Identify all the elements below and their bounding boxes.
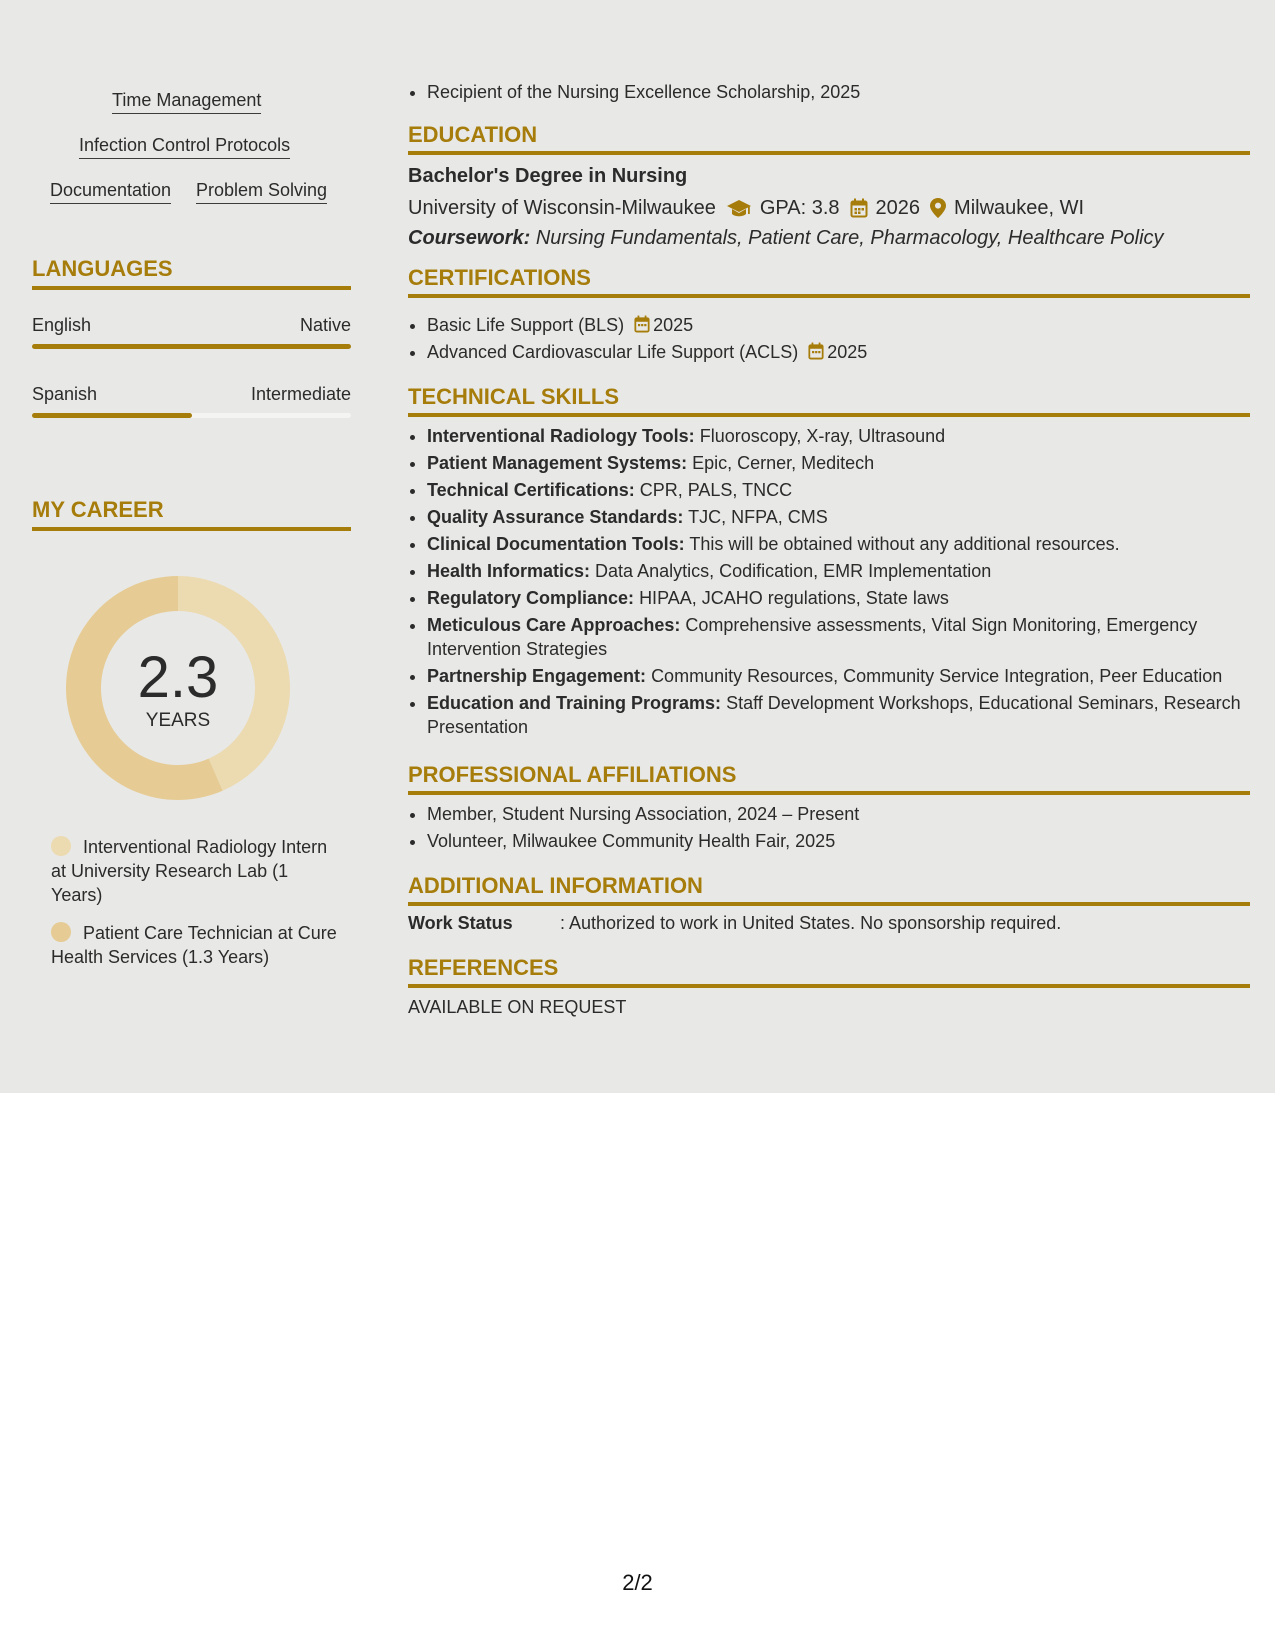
skill-label: Technical Certifications:: [427, 480, 635, 500]
skill-tag: Infection Control Protocols: [79, 134, 290, 159]
skill-label: Health Informatics:: [427, 561, 591, 581]
skill-label: Education and Training Programs:: [427, 693, 722, 713]
technical-skill-item: [427, 478, 1250, 502]
technical-skills-list: [408, 424, 1250, 742]
technical-skills-heading: TECHNICAL SKILLS: [408, 384, 1250, 417]
skill-value: CPR, PALS, TNCC: [639, 480, 793, 500]
skill-label: Regulatory Compliance:: [427, 588, 635, 608]
language-row: [32, 383, 351, 405]
career-legend-item: [51, 835, 341, 907]
skill-label: Interventional Radiology Tools:: [427, 426, 695, 446]
work-status-label: Work Status: [408, 913, 513, 933]
location-pin-icon: [930, 198, 946, 218]
coursework-label: Coursework:: [408, 227, 531, 249]
degree-title: Bachelor's Degree in Nursing: [408, 165, 688, 187]
technical-skill-item: [427, 691, 1250, 739]
career-total: 2.3: [137, 645, 219, 710]
technical-skill-item: [427, 451, 1250, 475]
additional-info-heading: ADDITIONAL INFORMATION: [408, 873, 1250, 906]
education-heading: EDUCATION: [408, 122, 1250, 155]
language-bar: [32, 413, 351, 418]
gpa: GPA: 3.8: [759, 197, 840, 219]
page-number: 2/2: [622, 1570, 653, 1595]
languages-heading: LANGUAGES: [32, 256, 351, 290]
skill-label: Meticulous Care Approaches:: [427, 615, 681, 635]
graduation-cap-icon: [726, 198, 752, 218]
career-legend-item: [51, 921, 341, 969]
certification-item: [427, 312, 1250, 339]
language-row: [32, 314, 351, 336]
skill-label: Patient Management Systems:: [427, 453, 688, 473]
awards-list: [408, 79, 1250, 106]
list-item: • Recipient of the Nursing Excellence Scholarship, 2025: [427, 79, 1250, 106]
certification-name: Advanced Cardiovascular Life Support (ACLS): [427, 342, 799, 362]
school-location: Milwaukee, WI: [954, 197, 1085, 219]
skill-label: Quality Assurance Standards:: [427, 507, 684, 527]
skill-value: HIPAA, JCAHO regulations, State laws: [639, 588, 949, 608]
references-heading: REFERENCES: [408, 955, 1250, 988]
affiliations-list: [408, 801, 1250, 855]
technical-skill-item: [427, 664, 1250, 688]
language-bar-fill: [32, 413, 192, 418]
technical-skill-item: [427, 532, 1250, 556]
career-donut-chart: [66, 576, 290, 800]
career-unit: YEARS: [145, 710, 211, 731]
certifications-list: [408, 312, 1250, 366]
skill-value: Data Analytics, Codification, EMR Implementation: [595, 561, 992, 581]
skill-label: Clinical Documentation Tools:: [427, 534, 685, 554]
skill-value: Fluoroscopy, X-ray, Ultrasound: [699, 426, 946, 446]
technical-skill-item: [427, 586, 1250, 610]
certification-item: [427, 339, 1250, 366]
skill-value: Epic, Cerner, Meditech: [692, 453, 875, 473]
calendar-icon: [850, 198, 868, 218]
affiliations-heading: PROFESSIONAL AFFILIATIONS: [408, 762, 1250, 795]
skill-value: Comprehensive assessments, Vital Sign Monitoring, Emergency Intervention Strategies: [427, 615, 1198, 659]
legend-dot: [51, 836, 71, 856]
calendar-icon: [634, 315, 650, 333]
work-status: [408, 911, 1061, 935]
coursework: [408, 225, 1164, 251]
certification-name: Basic Life Support (BLS): [427, 315, 625, 335]
skill-label: Partnership Engagement:: [427, 666, 647, 686]
career-heading: MY CAREER: [32, 497, 351, 531]
technical-skill-item: [427, 613, 1250, 661]
language-bar: [32, 344, 351, 349]
certification-year: 2025: [827, 342, 868, 362]
references-text: AVAILABLE ON REQUEST: [408, 997, 627, 1017]
language-name: English: [32, 315, 92, 335]
skill-value: Community Resources, Community Service Integration, Peer Education: [651, 666, 1223, 686]
language-level: Intermediate: [250, 384, 351, 404]
school-name: University of Wisconsin-Milwaukee: [408, 197, 716, 219]
certifications-heading: CERTIFICATIONS: [408, 265, 1250, 298]
work-status-value: : Authorized to work in United States. No sponsorship required.: [560, 913, 1062, 933]
career-label: Interventional Radiology Intern at University Research Lab (1 Years): [51, 837, 328, 905]
skill-tag: Time Management: [112, 89, 261, 114]
calendar-icon: [808, 342, 824, 360]
legend-dot: [51, 922, 71, 942]
technical-skill-item: [427, 559, 1250, 583]
skill-tag: Documentation: [50, 179, 171, 204]
skill-value: Staff Development Workshops, Educational Seminars, Research Presentation: [427, 693, 1241, 737]
technical-skill-item: [427, 505, 1250, 529]
language-name: Spanish: [32, 384, 98, 404]
technical-skill-item: [427, 424, 1250, 448]
language-level: Native: [299, 315, 351, 335]
education-details: [408, 195, 1084, 221]
affiliation-item: • Member, Student Nursing Association, 2024 – Present: [427, 801, 1250, 828]
career-label: Patient Care Technician at Cure Health Services (1.3 Years): [51, 923, 337, 967]
coursework-list: Nursing Fundamentals, Patient Care, Pharmacology, Healthcare Policy: [535, 227, 1164, 249]
skill-value: This will be obtained without any additional resources.: [689, 534, 1120, 554]
skill-tag: Problem Solving: [196, 179, 327, 204]
graduation-year: 2026: [875, 197, 921, 219]
affiliation-item: • Volunteer, Milwaukee Community Health Fair, 2025: [427, 828, 1250, 855]
language-bar-fill: [32, 344, 351, 349]
certification-year: 2025: [653, 315, 694, 335]
skill-value: TJC, NFPA, CMS: [688, 507, 828, 527]
